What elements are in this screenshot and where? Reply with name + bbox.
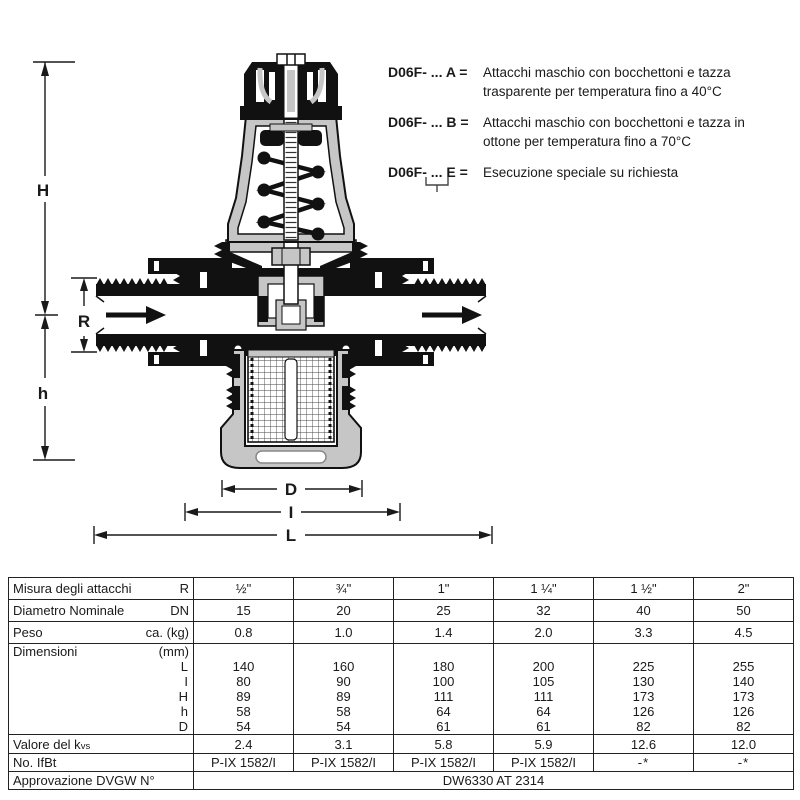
- dim-key: H: [178, 689, 188, 704]
- table-row-dn: [9, 600, 794, 622]
- adjustment-cap: [240, 54, 342, 120]
- dim-label-D: D: [284, 480, 298, 499]
- dim-key: I: [184, 674, 188, 689]
- cell: 105: [532, 674, 555, 689]
- cell: P-IX 1582/I: [194, 754, 294, 772]
- cell: 5.8: [394, 735, 494, 754]
- row-unit: ca. (kg): [145, 625, 189, 640]
- annotation-item-b: [388, 113, 800, 151]
- cell: 255: [732, 659, 755, 674]
- table-row-dvgw: [9, 772, 794, 790]
- cell: 61: [436, 719, 451, 734]
- table-row-dimensioni: [9, 644, 794, 735]
- cell: 1.4: [394, 622, 494, 644]
- flow-arrow-left-icon: [106, 306, 166, 324]
- cell: 58: [236, 704, 251, 719]
- annotation-item-e: [388, 163, 800, 182]
- cell: P-IX 1582/I: [394, 754, 494, 772]
- row-unit: (mm): [158, 644, 189, 659]
- union-nut-right: [350, 258, 434, 366]
- cell: ¾": [294, 578, 394, 600]
- variant-annotations: [388, 63, 800, 194]
- row-label: No. IfBt: [13, 755, 57, 770]
- cell: 180: [432, 659, 455, 674]
- cell: 54: [336, 719, 351, 734]
- cell: 12.0: [694, 735, 794, 754]
- variant-desc-b: Attacchi maschio con bocchettoni e tazza in ottone per temperatura fino a 70°C: [483, 115, 745, 149]
- table-row-peso: [9, 622, 794, 644]
- cell: 3.1: [294, 735, 394, 754]
- cell: 2.4: [194, 735, 294, 754]
- variant-desc-e: Esecuzione speciale su richiesta: [483, 165, 679, 180]
- cell: 50: [694, 600, 794, 622]
- row-unit: DN: [170, 603, 189, 618]
- cell: 2": [694, 578, 794, 600]
- spring-bonnet: [228, 116, 354, 242]
- cell: 111: [433, 689, 454, 704]
- position-bracket-icon: [425, 177, 451, 192]
- cell: 140: [732, 674, 755, 689]
- row-label: Approvazione DVGW N°: [13, 773, 155, 788]
- cell: 12.6: [594, 735, 694, 754]
- cell: -*: [594, 754, 694, 772]
- dim-key: h: [180, 704, 188, 719]
- cell: 126: [732, 704, 755, 719]
- cell: 130: [632, 674, 655, 689]
- cell: 64: [536, 704, 551, 719]
- row-unit: R: [179, 581, 189, 596]
- cell: 20: [294, 600, 394, 622]
- cell: 126: [632, 704, 655, 719]
- table-row-misura: [9, 578, 794, 600]
- cell: 90: [336, 674, 351, 689]
- cell: -*: [694, 754, 794, 772]
- cell: 80: [236, 674, 251, 689]
- dim-label-H: H: [36, 181, 50, 200]
- cell: 225: [632, 659, 655, 674]
- dim-label-I: I: [288, 503, 294, 522]
- row-label: Dimensioni: [13, 644, 78, 659]
- cell: 1 ½": [594, 578, 694, 600]
- variant-code-a: D06F- ... A =: [388, 64, 468, 80]
- cell: 15: [194, 600, 294, 622]
- cell: 2.0: [494, 622, 594, 644]
- cell: 1 ¼": [494, 578, 594, 600]
- cell: 100: [432, 674, 455, 689]
- cell: 5.9: [494, 735, 594, 754]
- spec-table: [8, 577, 794, 790]
- table-row-kvs: [9, 735, 794, 754]
- dim-label-h: h: [37, 384, 49, 403]
- union-nut-left: [148, 258, 232, 366]
- dim-label-R: R: [77, 312, 91, 331]
- cell: 54: [236, 719, 251, 734]
- cell: 3.3: [594, 622, 694, 644]
- cell: 32: [494, 600, 594, 622]
- variant-code-e: D06F- ... E =: [388, 163, 483, 182]
- cell: 82: [736, 719, 751, 734]
- row-label: Peso: [13, 625, 43, 640]
- annotation-item-a: [388, 63, 800, 101]
- spec-table-wrap: [8, 577, 794, 790]
- dim-key: D: [178, 719, 188, 734]
- cell: 160: [332, 659, 355, 674]
- cell: 25: [394, 600, 494, 622]
- row-label: Valore del k: [13, 736, 81, 752]
- cell: P-IX 1582/I: [294, 754, 394, 772]
- cell: 40: [594, 600, 694, 622]
- cell: ½": [194, 578, 294, 600]
- table-row-ifbt: [9, 754, 794, 772]
- cell: 200: [532, 659, 555, 674]
- cell: 0.8: [194, 622, 294, 644]
- variant-code-b: D06F- ... B =: [388, 114, 469, 130]
- cell: 82: [636, 719, 651, 734]
- cell: 4.5: [694, 622, 794, 644]
- cell: 1": [394, 578, 494, 600]
- dim-key: L: [180, 659, 188, 674]
- cell: 173: [632, 689, 655, 704]
- cell: 111: [533, 689, 554, 704]
- flow-arrow-right-icon: [422, 306, 482, 324]
- dim-label-L: L: [285, 526, 297, 545]
- strainer-cup: [221, 350, 361, 468]
- cell-dvgw-number: DW6330 AT 2314: [194, 772, 794, 790]
- row-label: Misura degli attacchi: [13, 581, 132, 596]
- variant-desc-a: Attacchi maschio con bocchettoni e tazza trasparente per temperatura fino a 40°C: [483, 65, 731, 99]
- cell: 64: [436, 704, 451, 719]
- cell: 173: [732, 689, 755, 704]
- cell: 140: [232, 659, 255, 674]
- cell: P-IX 1582/I: [494, 754, 594, 772]
- cell: 89: [336, 689, 351, 704]
- row-label-subscript: vs: [80, 740, 91, 752]
- cell: 89: [236, 689, 251, 704]
- cell: 1.0: [294, 622, 394, 644]
- row-label: Diametro Nominale: [13, 603, 125, 618]
- cell: 61: [536, 719, 551, 734]
- cell: 58: [336, 704, 351, 719]
